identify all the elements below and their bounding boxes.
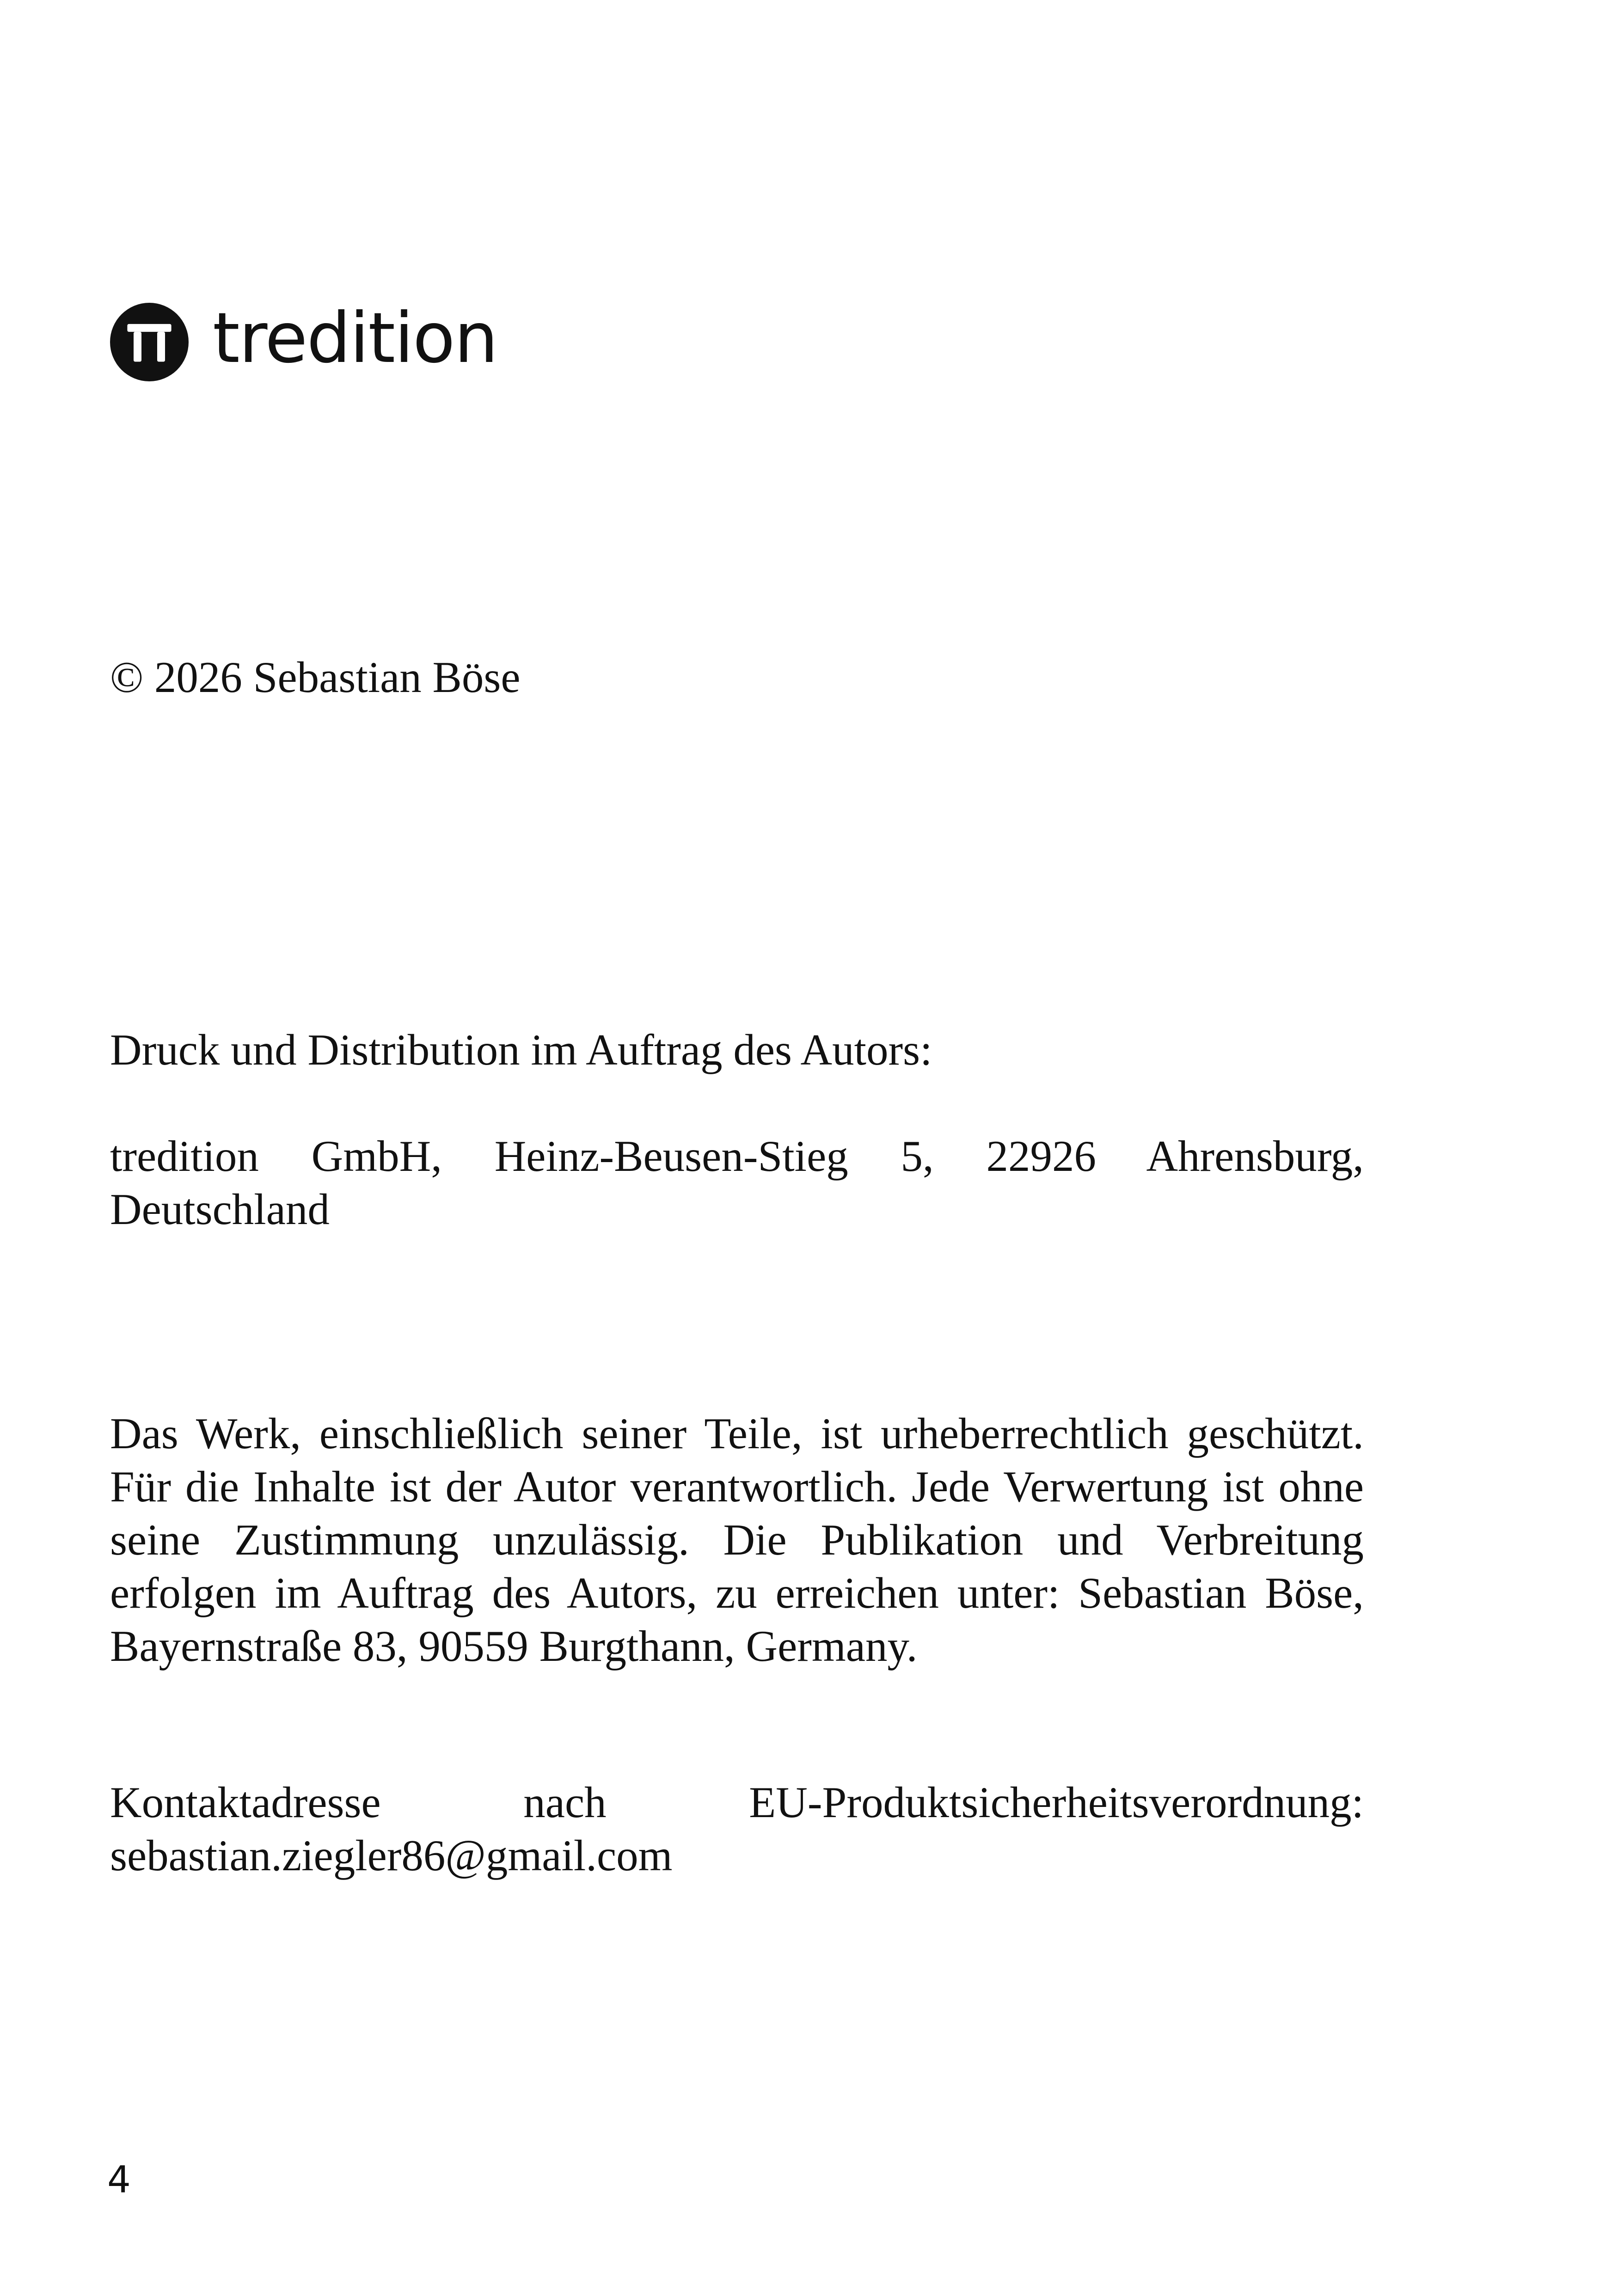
- publisher-address: tredition GmbH, Heinz-Beusen-Stieg 5, 22926 Ahrensburg, Deutschland: [110, 1132, 1364, 1234]
- contact-word-3: EU-Produktsicherheitsverordnung:: [749, 1778, 1364, 1827]
- copyright-line: © 2026 Sebastian Böse: [110, 653, 521, 702]
- tredition-logo-icon: [110, 303, 189, 381]
- contact-section: [110, 1776, 1364, 1882]
- rights-notice: Das Werk, einschließlich seiner Teile, ist urheberrechtlich geschützt. Für die Inhalte ist der Autor verantwortlich. Jede Verwertung ist ohne seine Zustimmung unzulässig. Die Publikation und Verbreitung erfolgen im Auftrag des Autors, zu erreichen unter: Sebastian Böse, Bayernstraße 83, 90559 Burgthann, Germany.: [110, 1409, 1364, 1671]
- printing-label: Druck und Distribution im Auftrag des Autors:: [110, 1025, 932, 1074]
- contact-heading: [110, 1776, 1364, 1829]
- contact-word-2: nach: [523, 1778, 607, 1827]
- page-number: 4: [107, 2158, 131, 2201]
- publisher-logo: [110, 298, 497, 381]
- contact-word-1: Kontaktadresse: [110, 1778, 381, 1827]
- contact-email: sebastian.ziegler86@gmail.com: [110, 1831, 673, 1880]
- publisher-wordmark: tredition: [213, 298, 497, 379]
